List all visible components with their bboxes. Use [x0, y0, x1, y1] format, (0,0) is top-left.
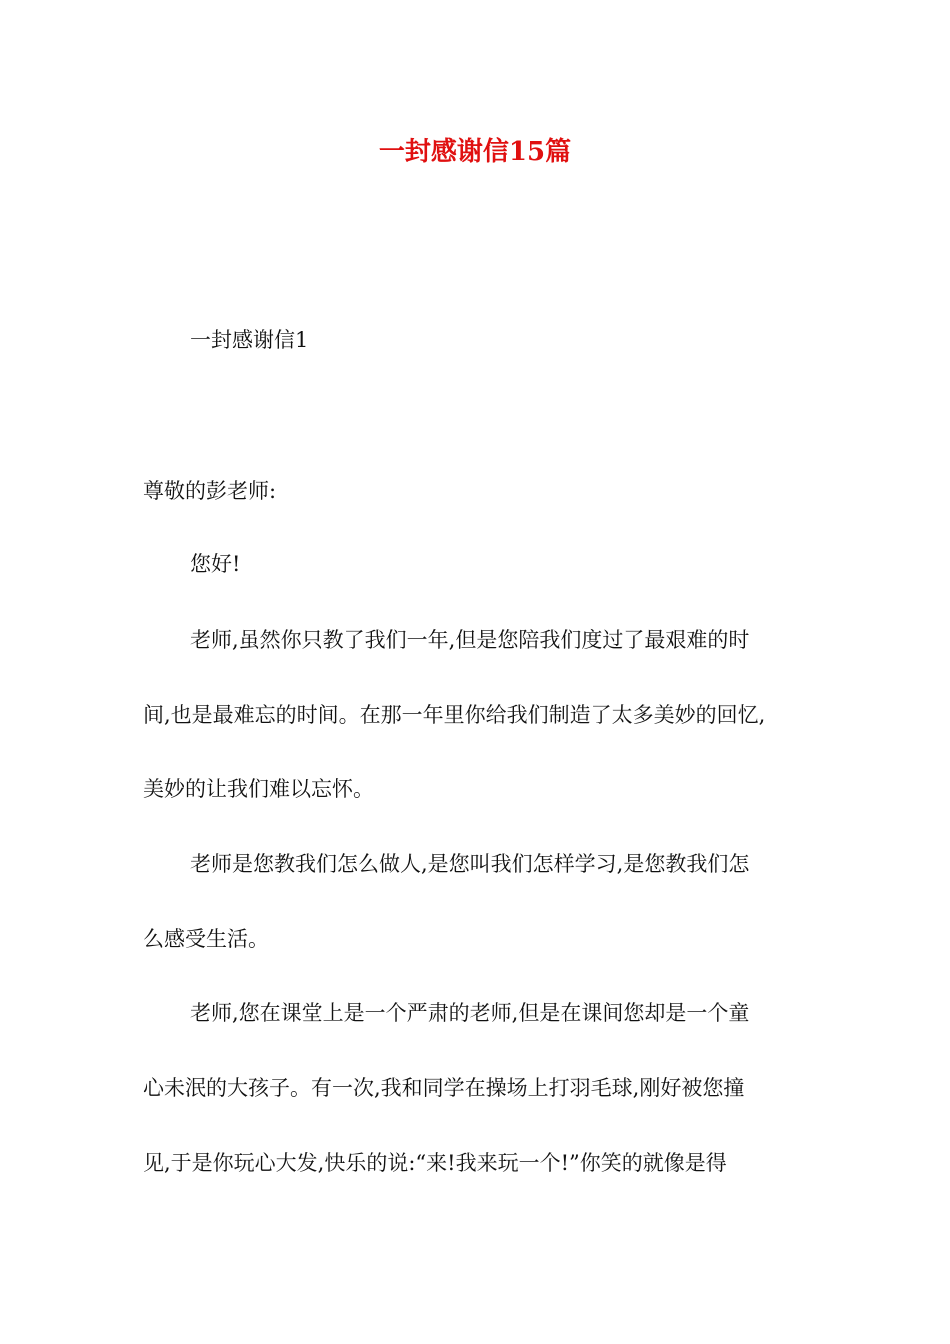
paragraph-2-line-2: 么感受生活。: [143, 927, 269, 951]
paragraph-2-line-1: 老师是您教我们怎么做人,是您叫我们怎样学习,是您教我们怎: [190, 852, 750, 876]
paragraph-3-line-2: 心未泯的大孩子。有一次,我和同学在操场上打羽毛球,刚好被您撞: [143, 1076, 745, 1100]
paragraph-1-line-3: 美妙的让我们难以忘怀。: [143, 777, 374, 801]
document-title: 一封感谢信15篇: [378, 137, 572, 167]
greeting: 您好!: [190, 552, 241, 576]
paragraph-3-line-1: 老师,您在课堂上是一个严肃的老师,但是在课间您却是一个童: [190, 1001, 750, 1025]
paragraph-3-line-3: 见,于是你玩心大发,快乐的说:“来!我来玩一个!”你笑的就像是得: [143, 1151, 727, 1175]
salutation: 尊敬的彭老师:: [143, 479, 277, 503]
paragraph-1-line-2: 间,也是最难忘的时间。在那一年里你给我们制造了太多美妙的回忆,: [143, 703, 766, 727]
section-heading: 一封感谢信1: [190, 328, 309, 352]
paragraph-1-line-1: 老师,虽然你只教了我们一年,但是您陪我们度过了最艰难的时: [190, 628, 750, 652]
